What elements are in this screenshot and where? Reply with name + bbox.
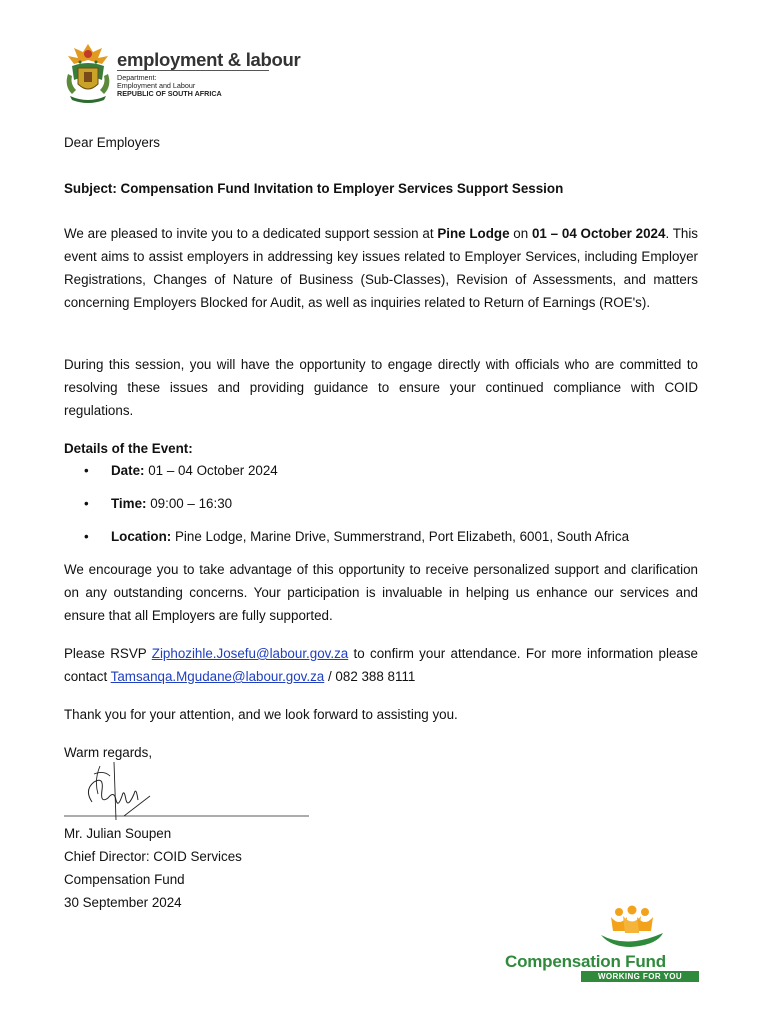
list-item-time — [84, 492, 704, 515]
signatory-title: Chief Director: COID Services — [64, 849, 242, 864]
rsvp-text-2: to confirm your attendance. For more information please contact — [64, 646, 698, 684]
thanks-line: Thank you for your attention, and we look forward to assisting you. — [64, 707, 458, 722]
date-value: 01 – 04 October 2024 — [144, 463, 278, 478]
date-label: Date: — [111, 463, 145, 478]
bullet-icon: • — [84, 463, 89, 478]
letter-date: 30 September 2024 — [64, 895, 182, 910]
signatory-name: Mr. Julian Soupen — [64, 826, 172, 841]
contact-email-link[interactable]: Tamsanqa.Mgudane@labour.gov.za — [110, 669, 325, 684]
department-name: Employment and Labour — [117, 81, 196, 90]
closing: Warm regards, — [64, 745, 153, 760]
people-hands-icon — [597, 905, 667, 951]
time-label: Time: — [111, 496, 147, 511]
compensation-fund-logo — [505, 905, 701, 985]
rsvp-email-link[interactable]: Ziphozihle.Josefu@labour.gov.za — [151, 646, 349, 661]
intro-paragraph — [64, 222, 698, 314]
location-value: Pine Lodge, Marine Drive, Summerstrand, Port Elizabeth, 6001, South Africa — [171, 529, 630, 544]
intro-text-3: . This event aims to assist employers in addressing key issues related to Employer Services, including Employer Registrations, Changes of Nature of Business (Sub-Classes), Revision of Assessments, and matters concerning Employers Blocked for Audit, as well as inquiries related to Return of Earnings (ROE's). — [64, 226, 698, 310]
session-paragraph: During this session, you will have the opportunity to engage directly with officials who are committed to resolving these issues and providing guidance to ensure your continued compliance with COID regulations. — [64, 357, 698, 418]
signature-icon — [64, 760, 314, 822]
time-value: 09:00 – 16:30 — [146, 496, 233, 511]
rsvp-text-1: Please RSVP — [64, 646, 152, 661]
bullet-icon: • — [84, 529, 89, 544]
details-heading: Details of the Event: — [64, 441, 193, 456]
rsvp-paragraph — [64, 642, 698, 688]
coat-of-arms-icon — [62, 40, 114, 106]
bullet-icon: • — [84, 496, 89, 511]
list-item-date — [84, 459, 704, 482]
event-dates: 01 – 04 October 2024 — [531, 226, 666, 241]
encouragement-paragraph: We encourage you to take advantage of this opportunity to receive personalized support and clarification on any outstanding concerns. Your participation is invaluable in helping us enhance our services and ensure that all Employers are fully supported. — [64, 562, 698, 623]
contact-phone: / 082 388 8111 — [324, 669, 416, 684]
salutation: Dear Employers — [64, 135, 160, 150]
venue-name: Pine Lodge — [437, 226, 510, 241]
country-name: REPUBLIC OF SOUTH AFRICA — [117, 89, 222, 98]
letterhead — [62, 40, 301, 110]
header-rule — [117, 70, 269, 71]
department-title: employment & labour — [117, 49, 301, 70]
list-item-location — [84, 525, 704, 548]
subject-line: Subject: Compensation Fund Invitation to Employer Services Support Session — [64, 181, 564, 196]
intro-text-1: We are pleased to invite you to a dedicated support session at — [64, 226, 438, 241]
department-label: Department: — [117, 73, 157, 82]
signatory-organisation: Compensation Fund — [64, 872, 185, 887]
fund-name: Compensation Fund — [505, 952, 666, 971]
fund-tagline: WORKING FOR YOU — [581, 971, 699, 982]
location-label: Location: — [111, 529, 172, 544]
intro-text-2: on — [509, 226, 532, 241]
